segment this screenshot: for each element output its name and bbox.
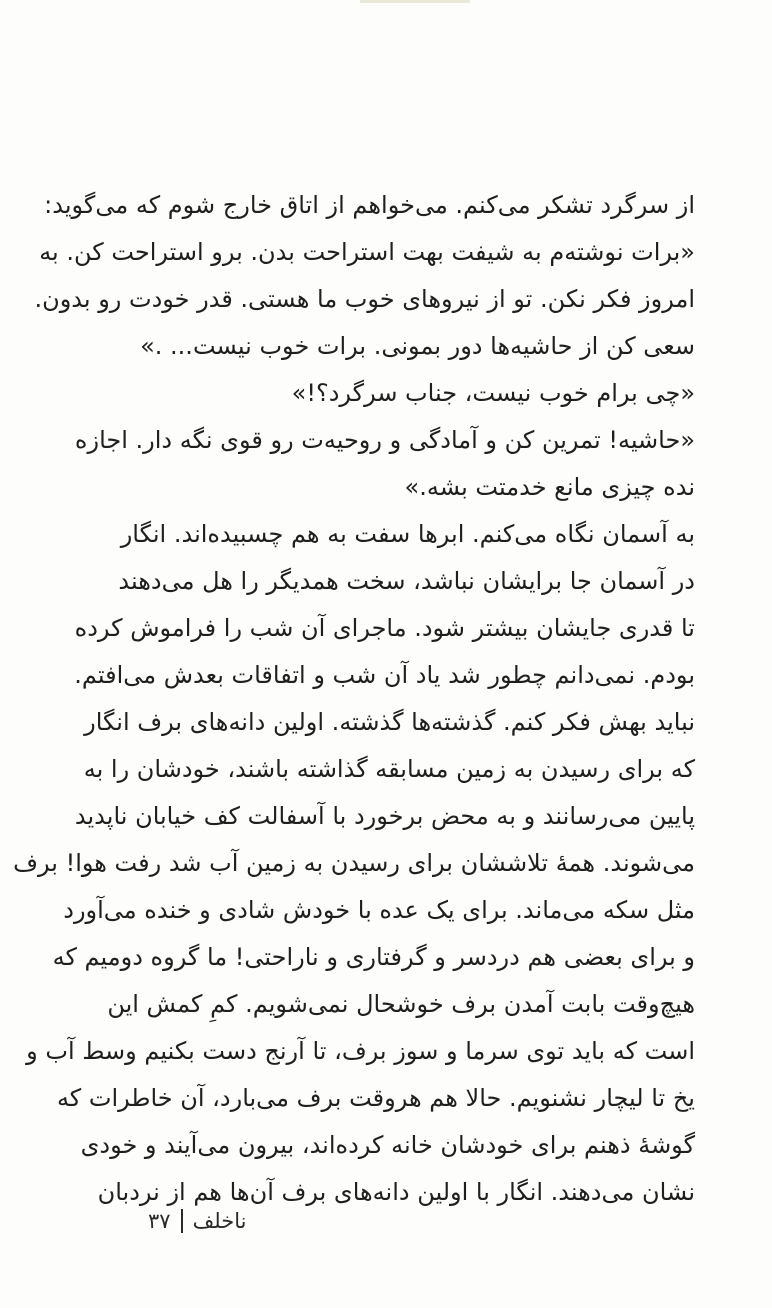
text-line: سعی کن از حاشیه‌ها دور بمونی. برات خوب نیست... .» [140,332,695,360]
text-line: بودم. نمی‌دانم چطور شد یاد آن شب و اتفاقات بعدش می‌افتم. [74,661,695,689]
text-line: امروز فکر نکن. تو از نیروهای خوب ما هستی. قدر خودت رو بدون. [34,285,695,313]
text-line: می‌شوند. همهٔ تلاششان برای رسیدن به زمین آب شد رفت هوا! برف [13,849,695,877]
text-line: «برات نوشته‌م به شیفت بهت استراحت بدن. برو استراحت کن. به [39,238,695,266]
text-line: «چی برام خوب نیست، جناب سرگرد؟!» [291,379,695,407]
page-top-edge-mark [360,0,470,3]
text-line: و برای بعضی هم دردسر و گرفتاری و ناراحتی! ما گروه دومیم که [52,943,695,971]
text-line: گوشهٔ ذهنم برای خودشان خانه کرده‌اند، بیرون می‌آیند و خودی [80,1131,695,1159]
text-line: هیچ‌وقت بابت آمدن برف خوشحال نمی‌شویم. کمِ کمش این [107,990,695,1018]
page-number: ۳۷ [148,1209,171,1233]
text-line: که برای رسیدن به زمین مسابقه گذاشته باشند، خودشان را به [83,755,695,783]
text-line: مثل سکه می‌ماند. برای یک عده با خودش شادی و خنده می‌آورد [63,896,695,924]
book-title: ناخلف [192,1209,247,1233]
text-line: تا قدری جایشان بیشتر شود. ماجرای آن شب را فراموش کرده [74,614,695,642]
body-text [13,182,695,1216]
text-line: نباید بهش فکر کنم. گذشته‌ها گذشته. اولین دانه‌های برف انگار [84,708,695,736]
page-footer [148,1206,246,1236]
text-line: از سرگرد تشکر می‌کنم. می‌خواهم از اتاق خارج شوم که می‌گوید: [44,191,695,219]
text-line: پایین می‌رسانند و به محض برخورد با آسفالت کف خیابان ناپدید [74,802,695,830]
text-line: نشان می‌دهند. انگار با اولین دانه‌های برف آن‌ها هم از نردبان [97,1178,695,1206]
footer-divider [181,1209,183,1233]
text-line: یخ تا لیچار نشنویم. حالا هم هروقت برف می‌بارد، آن خاطرات که [56,1084,695,1112]
text-line: در آسمان جا برایشان نباشد، سخت همدیگر را هل می‌دهند [118,567,695,595]
text-line: نده چیزی مانع خدمتت بشه.» [404,473,695,501]
text-line: «حاشیه! تمرین کن و آمادگی و روحیه‌ت رو قوی نگه دار. اجازه [74,426,695,454]
text-line: به آسمان نگاه می‌کنم. ابرها سفت به هم چسبیده‌اند. انگار [120,520,695,548]
text-line: است که باید توی سرما و سوز برف، تا آرنج دست بکنیم وسط آب و [26,1037,695,1065]
